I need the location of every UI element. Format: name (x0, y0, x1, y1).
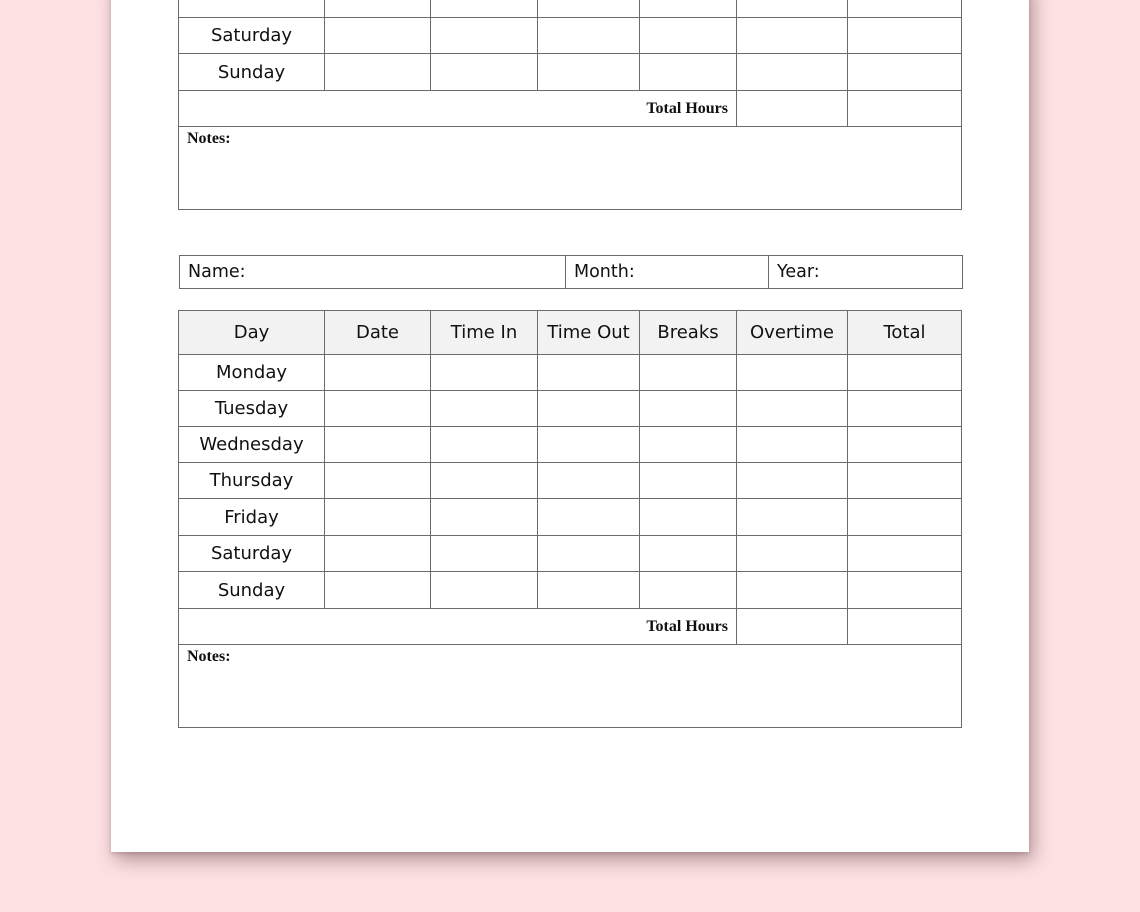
employee-info-row (179, 255, 963, 289)
table-row (179, 391, 962, 427)
time-in-cell[interactable] (431, 427, 538, 463)
time-out-cell[interactable] (538, 18, 640, 54)
top-timesheet-table (178, 0, 962, 210)
breaks-cell[interactable] (640, 572, 737, 609)
date-cell[interactable] (325, 572, 431, 609)
time-out-cell[interactable] (538, 499, 640, 536)
date-cell[interactable] (325, 355, 431, 391)
timesheet-page (111, 0, 1029, 852)
day-cell: Friday (179, 499, 325, 536)
total-cell[interactable] (848, 355, 962, 391)
day-cell (179, 0, 325, 18)
overtime-cell[interactable] (737, 355, 848, 391)
column-header-time-in: Time In (431, 311, 538, 355)
total-hours-row (179, 91, 962, 127)
notes-row (179, 645, 962, 728)
total-hours-total-cell[interactable] (848, 609, 962, 645)
table-row (179, 499, 962, 536)
time-out-cell[interactable] (538, 463, 640, 499)
table-row (179, 54, 962, 91)
overtime-cell[interactable] (737, 427, 848, 463)
overtime-cell[interactable] (737, 391, 848, 427)
bottom-timesheet-table (178, 310, 962, 728)
date-cell[interactable] (325, 391, 431, 427)
day-cell: Sunday (179, 54, 325, 91)
total-cell[interactable] (848, 0, 962, 18)
total-hours-label: Total Hours (179, 609, 737, 645)
total-cell[interactable] (848, 427, 962, 463)
breaks-cell[interactable] (640, 54, 737, 91)
breaks-cell[interactable] (640, 391, 737, 427)
time-in-cell[interactable] (431, 499, 538, 536)
day-cell: Saturday (179, 18, 325, 54)
day-cell: Thursday (179, 463, 325, 499)
notes-field[interactable]: Notes: (179, 127, 962, 210)
overtime-cell[interactable] (737, 572, 848, 609)
total-cell[interactable] (848, 499, 962, 536)
breaks-cell[interactable] (640, 0, 737, 18)
time-in-cell[interactable] (431, 54, 538, 91)
table-row (179, 463, 962, 499)
time-in-cell[interactable] (431, 0, 538, 18)
table-header-row (179, 311, 962, 355)
overtime-cell[interactable] (737, 18, 848, 54)
total-cell[interactable] (848, 18, 962, 54)
date-cell[interactable] (325, 54, 431, 91)
breaks-cell[interactable] (640, 355, 737, 391)
breaks-cell[interactable] (640, 463, 737, 499)
column-header-time-out: Time Out (538, 311, 640, 355)
time-out-cell[interactable] (538, 427, 640, 463)
month-field[interactable]: Month: (566, 256, 769, 289)
total-hours-label: Total Hours (179, 91, 737, 127)
overtime-cell[interactable] (737, 54, 848, 91)
column-header-total: Total (848, 311, 962, 355)
total-cell[interactable] (848, 572, 962, 609)
notes-field[interactable]: Notes: (179, 645, 962, 728)
date-cell[interactable] (325, 463, 431, 499)
time-out-cell[interactable] (538, 536, 640, 572)
column-header-date: Date (325, 311, 431, 355)
overtime-cell[interactable] (737, 0, 848, 18)
year-field[interactable]: Year: (769, 256, 963, 289)
time-in-cell[interactable] (431, 18, 538, 54)
time-out-cell[interactable] (538, 572, 640, 609)
notes-row (179, 127, 962, 210)
total-hours-overtime-cell[interactable] (737, 609, 848, 645)
column-header-breaks: Breaks (640, 311, 737, 355)
total-hours-overtime-cell[interactable] (737, 91, 848, 127)
overtime-cell[interactable] (737, 499, 848, 536)
overtime-cell[interactable] (737, 463, 848, 499)
day-cell: Tuesday (179, 391, 325, 427)
time-in-cell[interactable] (431, 536, 538, 572)
total-hours-total-cell[interactable] (848, 91, 962, 127)
day-cell: Wednesday (179, 427, 325, 463)
total-cell[interactable] (848, 536, 962, 572)
time-out-cell[interactable] (538, 0, 640, 18)
table-row (179, 18, 962, 54)
breaks-cell[interactable] (640, 18, 737, 54)
date-cell[interactable] (325, 18, 431, 54)
table-row (179, 0, 962, 18)
table-row (179, 355, 962, 391)
column-header-overtime: Overtime (737, 311, 848, 355)
total-cell[interactable] (848, 54, 962, 91)
time-in-cell[interactable] (431, 391, 538, 427)
time-out-cell[interactable] (538, 391, 640, 427)
day-cell: Monday (179, 355, 325, 391)
total-cell[interactable] (848, 463, 962, 499)
time-in-cell[interactable] (431, 355, 538, 391)
date-cell[interactable] (325, 0, 431, 18)
table-row (179, 572, 962, 609)
day-cell: Saturday (179, 536, 325, 572)
time-in-cell[interactable] (431, 463, 538, 499)
time-in-cell[interactable] (431, 572, 538, 609)
date-cell[interactable] (325, 427, 431, 463)
day-cell: Sunday (179, 572, 325, 609)
name-field[interactable]: Name: (180, 256, 566, 289)
date-cell[interactable] (325, 536, 431, 572)
total-cell[interactable] (848, 391, 962, 427)
breaks-cell[interactable] (640, 536, 737, 572)
total-hours-row (179, 609, 962, 645)
breaks-cell[interactable] (640, 499, 737, 536)
date-cell[interactable] (325, 499, 431, 536)
overtime-cell[interactable] (737, 536, 848, 572)
column-header-day: Day (179, 311, 325, 355)
table-row (179, 536, 962, 572)
time-out-cell[interactable] (538, 54, 640, 91)
breaks-cell[interactable] (640, 427, 737, 463)
table-row (179, 427, 962, 463)
time-out-cell[interactable] (538, 355, 640, 391)
